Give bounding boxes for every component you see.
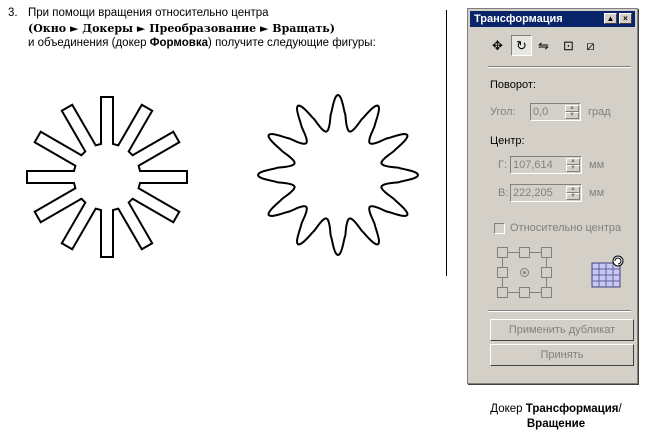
menu-item-rotate: Вращать (272, 22, 330, 35)
example-shapes (0, 80, 440, 280)
horizontal-unit: мм (589, 159, 605, 171)
ray-star-figure (27, 97, 187, 257)
figure-caption: Докер Трансформация/ Вращение (490, 403, 622, 430)
apply-button[interactable]: Принять (490, 344, 634, 366)
task-line-3: и объединения (докер Формовка) получите следующие фигуры: (28, 37, 376, 49)
vertical-label: В: (498, 187, 509, 199)
task-number: 3. (8, 7, 18, 19)
angle-value: 0,0 (533, 106, 549, 118)
horizontal-label: Г: (498, 159, 508, 171)
skew-icon[interactable]: ⧄ (586, 38, 595, 53)
transformation-docker (467, 8, 638, 384)
horizontal-field[interactable] (510, 156, 582, 174)
scale-icon[interactable]: ⊡ (563, 38, 574, 53)
collapse-button[interactable]: ▲ (604, 13, 617, 24)
preview-grid-icon (590, 255, 626, 289)
horizontal-value: 107,614 (513, 159, 553, 171)
vertical-value: 222,205 (513, 187, 553, 199)
wavy-flower-figure (258, 95, 418, 255)
separator (488, 310, 631, 312)
separator (488, 66, 631, 68)
angle-unit: град (588, 106, 611, 118)
angle-spinner[interactable]: ▲ ▼ (565, 105, 579, 119)
angle-field[interactable] (530, 103, 581, 121)
relative-center-label: Относительно центра (510, 222, 622, 234)
divider-line (446, 10, 447, 276)
ray-star-outline (27, 97, 187, 257)
menu-item-dockers: Докеры (82, 22, 134, 35)
menu-item-transform: Преобразование (149, 22, 257, 35)
center-label: Центр: (490, 135, 525, 147)
menu-item-window: Окно (33, 22, 67, 35)
docker-titlebar[interactable] (470, 11, 635, 27)
task-line-1: При помощи вращения относительно центра (28, 7, 269, 19)
rotate-icon[interactable]: ↻ (511, 35, 532, 56)
angle-label: Угол: (490, 106, 516, 118)
rotation-label: Поворот: (490, 79, 536, 91)
vertical-unit: мм (589, 187, 605, 199)
anchor-point-grid[interactable] (496, 245, 562, 301)
close-button[interactable]: × (619, 13, 632, 24)
relative-center-checkbox[interactable] (494, 223, 505, 234)
apply-duplicate-button[interactable]: Применить дубликат (490, 319, 634, 341)
horizontal-spinner[interactable]: ▲ ▼ (566, 158, 580, 172)
mirror-icon[interactable]: ⇋ (538, 38, 549, 53)
docker-title: Трансформация (474, 13, 563, 25)
move-icon[interactable]: ✥ (492, 38, 503, 53)
vertical-spinner[interactable]: ▲ ▼ (566, 186, 580, 200)
task-menu-path: (Окно ► Докеры ► Преобразование ► Вращать) (28, 22, 335, 35)
vertical-field[interactable] (510, 184, 582, 202)
